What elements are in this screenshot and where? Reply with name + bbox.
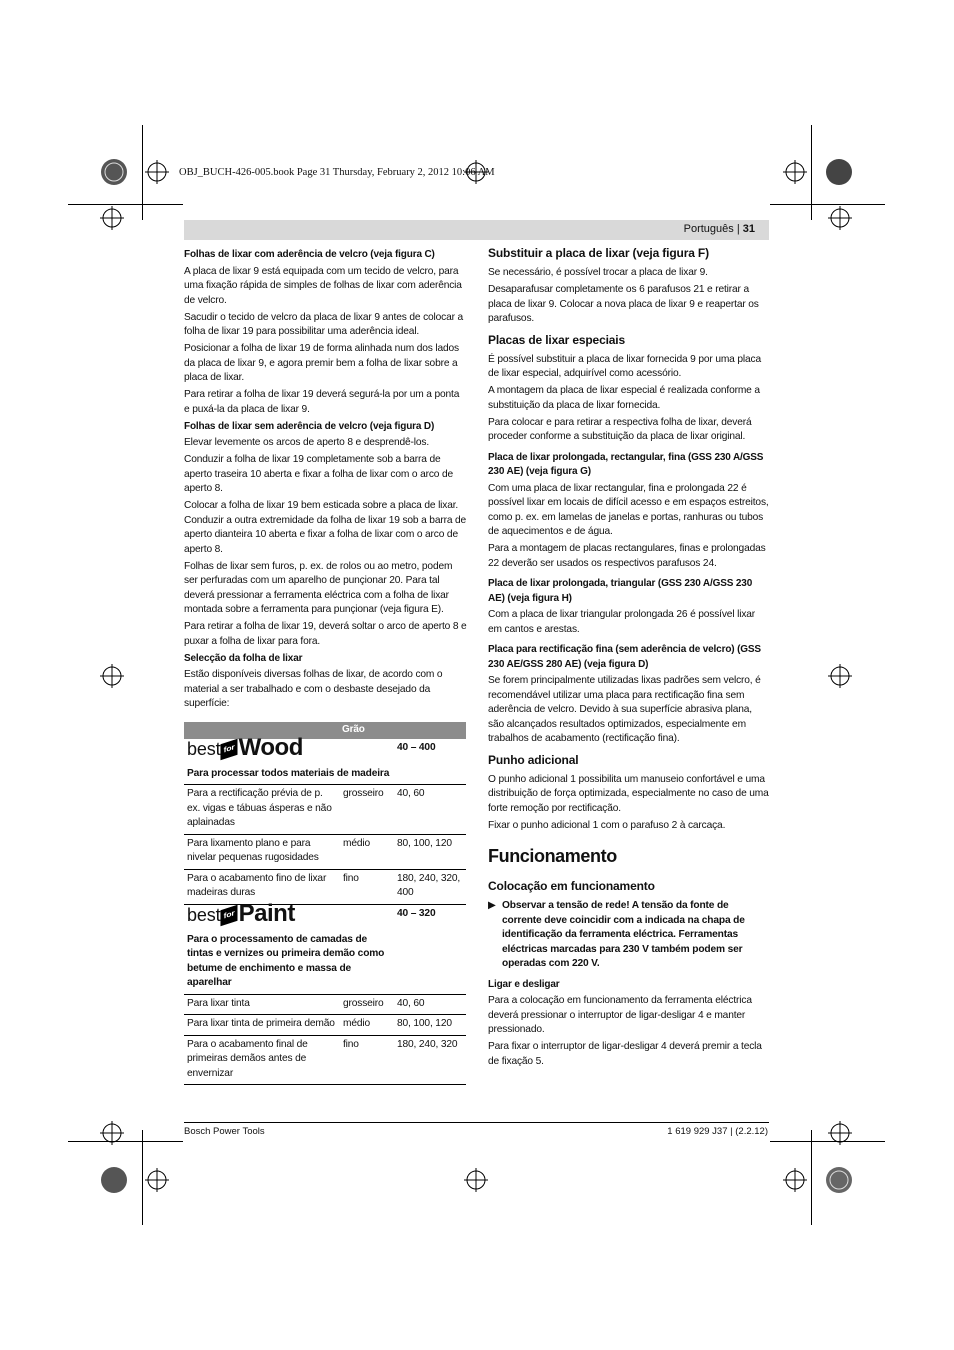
table-row: Para lixamento plano e para nivelar pequenas rugosidades médio 80, 100, 120 [184,834,466,869]
paragraph: Colocar a folha de lixar 19 bem esticada sobre a placa de lixar. Conduzir a outra extremidade da folha de lixar 19 sob a barra de aperto dianteira 10 aberta e fixar a folha de lixar com o arco de aperto 8. [184,500,467,555]
table-row: Para o acabamento final de primeiras demãos antes de envernizar fino 180, 240, 320 [184,1035,466,1085]
paragraph: A montagem da placa de lixar especial é realizada conforme a substituição da placa de lixar fornecida. [488,385,760,411]
section-title: Substituir a placa de lixar (veja figura F) [488,246,709,260]
paragraph: Para retirar a folha de lixar 19 deverá segurá-la por um a ponta e puxá-la da placa de lixar 9. [184,389,460,415]
color-target [826,159,852,185]
arrow-bullet-icon: ▶ [488,900,496,911]
footer-rule [184,1122,769,1123]
paragraph: O punho adicional 1 possibilita um manuseio confortável e uma distribuição de força optimizada, especialmente no caso de uma forte remoção por rectificação. [488,773,769,814]
paragraph: Estão disponíveis diversas folhas de lixar, de acordo com o material a ser trabalhado e com o desbaste desejado da superfície: [184,669,443,709]
section-title: Folhas de lixar sem aderência de velcro (veja figura D) [184,420,435,432]
header-language: Português | [683,223,743,235]
table-row: Para o acabamento fino de lixar madeiras duras fino 180, 240, 320, 400 [184,869,466,904]
color-target [826,1167,852,1193]
paragraph: Se forem principalmente utilizadas lixas padrões sem velcro, é recomendável utilizar uma placa para rectificação fina sem aderência de velcro. Devido à sua superfície abrasiva plana, são alcançados resultados optimizados, especialmente em trabalhos de acabamento (rectificação fina). [488,675,761,744]
paragraph: Para fixar o interruptor de ligar-desligar 4 deverá premir a tecla de fixação 5. [488,1041,762,1067]
registration-mark [148,1171,166,1189]
registration-mark [831,209,849,227]
paragraph: Posicionar a folha de lixar 19 de forma alinhada num dos lados da placa de lixar 9, e agora premir bem a folha de lixar sobre a placa de lixar. [184,343,459,383]
registration-mark [103,1124,121,1142]
table-row: Para a rectificação prévia de p. ex. vigas e tábuas ásperas e não aplainadas grosseiro 40, 60 [184,785,466,835]
section-title: Placa de lixar prolongada, rectangular, fina (GSS 230 A/GSS 230 AE) (veja figura G) [488,451,764,477]
table-row: Para lixar tinta grosseiro 40, 60 [184,994,466,1015]
paragraph: Elevar levemente os arcos de aperto 8 e desprendê-los. [184,437,430,448]
paragraph: Para retirar a folha de lixar 19, deverá soltar o arco de aperto 8 e puxar a folha de lixar para fora. [184,621,467,647]
paragraph: Para a colocação em funcionamento da ferramenta eléctrica deverá pressionar o interruptor de ligar-desligar 4 e manter pressionado. [488,995,752,1035]
registration-mark [786,163,804,181]
paint-grit-range: 40 – 320 [394,904,466,994]
file-info: OBJ_BUCH-426-005.book Page 31 Thursday, February 2, 2012 10:06 AM [179,167,495,178]
registration-mark [831,667,849,685]
section-title: Placa para rectificação fina (sem aderência de velcro) (GSS 230 AE/GSS 280 AE) (veja figura D) [488,644,761,670]
paragraph: Folhas de lixar sem furos, p. ex. de rolos ou ao metro, podem ser perfuradas com um aparelho de punçionar 20. Para tal deverá pressionar a ferramenta eléctrica com a folha de lixar montada sobre a ferramenta para punçionar (veja figura E). [184,560,453,615]
paragraph: Sacudir o tecido de velcro da placa de lixar 9 antes de colocar a folha de lixar 19 para possibilitar uma aderência ideal. [184,311,464,337]
paragraph: Com uma placa de lixar rectangular, fina e prolongada 22 é possível lixar em locais de difícil acesso e em espaços estreitos, como p. ex. em lamelas de janelas e portas, ranhuras ou tubos de aquecimentos e de água. [488,482,769,537]
section-title: Ligar e desligar [488,978,560,990]
grit-header: Grão [340,722,466,739]
paragraph: Com a placa de lixar triangular prolongada 26 é possível lixar em cantos e arestas. [488,609,756,635]
footer-brand: Bosch Power Tools [184,1126,265,1137]
paint-description: Para o processamento de camadas de tintas e vernizes ou primeira demão como betume de enchimento e massa de aparelhar [187,933,385,988]
registration-mark [467,1171,485,1189]
color-target [101,1167,127,1193]
warning-note: ▶ Observar a tensão de rede! A tensão da fonte de corrente deve coincidir com a indicada na chapa de identificação da ferramenta eléctrica. Ferramentas eléctricas marcadas para 230 V também podem ser operadas com 220 V. [488,900,745,969]
paragraph: Para colocar e para retirar a respectiva folha de lixar, deverá proceder conforme a substituição da placa de lixar original. [488,416,752,442]
table-row: Para lixar tinta de primeira demão médio 80, 100, 120 [184,1015,466,1036]
section-title: Colocação em funcionamento [488,879,655,893]
registration-mark [148,163,166,181]
paragraph: A placa de lixar 9 está equipada com um tecido de velcro, para uma fixação rápida de simples de folhas de lixar com aderência de velcro. [184,265,462,306]
page-header [184,220,769,240]
section-title: Folhas de lixar com aderência de velcro (veja figura C) [184,249,435,260]
footer-doc-number: 1 619 929 J37 | (2.2.12) [667,1126,768,1137]
right-column [488,246,770,1072]
chapter-heading: Funcionamento [488,846,617,866]
paint-group-row [184,904,466,994]
section-title: Placa de lixar prolongada, triangular (GSS 230 A/GSS 230 AE) (veja figura H) [488,578,753,604]
registration-mark [103,667,121,685]
page-number: 31 [742,223,755,235]
best-for-paint-logo: best for Paint [187,899,295,927]
wood-description: Para processar todos materiais de madeira [187,767,390,779]
left-column [184,248,467,1085]
paragraph: Desaparafusar completamente os 6 parafusos 21 e retirar a placa de lixar 9. Colocar a nova placa de lixar 9 e reapertar os parafusos. [488,284,759,324]
paragraph: Conduzir a folha de lixar 19 completamente sob a barra de aperto traseira 10 aberta e fixar a folha de lixar com o arco de aperto 8. [184,454,454,494]
wood-grit-range: 40 – 400 [394,739,466,785]
section-title: Punho adicional [488,752,579,767]
wood-group-row [184,739,466,785]
color-target [101,159,127,185]
paragraph: Para a montagem de placas rectangulares, finas e prolongadas 22 deverão ser usados os respectivos parafusos 24. [488,543,766,569]
registration-mark [831,1124,849,1142]
sanding-sheet-table [184,722,466,1086]
registration-mark [103,209,121,227]
section-title: Placas de lixar especiais [488,332,626,347]
paragraph: Fixar o punho adicional 1 com o parafuso 2 à carcaça. [488,819,726,831]
paragraph: É possível substituir a placa de lixar fornecida 9 por uma placa de lixar especial, adquirível como acessório. [488,353,761,379]
best-for-wood-logo: best for Wood [187,733,303,761]
registration-mark [786,1171,804,1189]
section-title: Selecção da folha de lixar [184,652,303,664]
paragraph: Se necessário, é possível trocar a placa de lixar 9. [488,267,708,278]
